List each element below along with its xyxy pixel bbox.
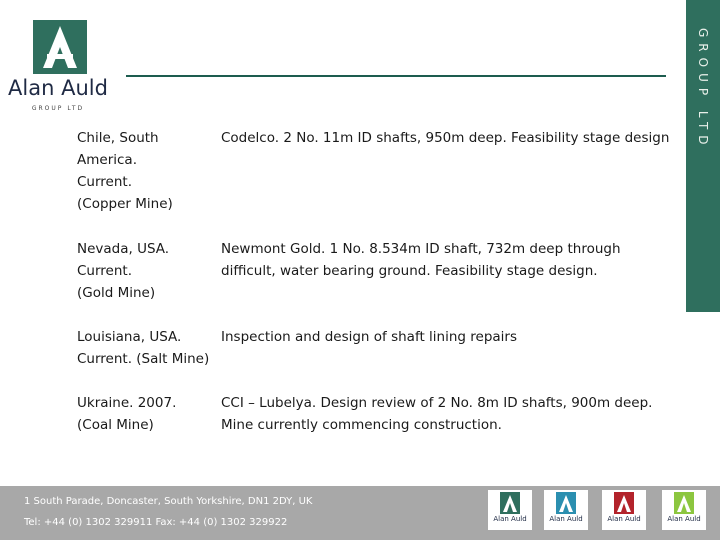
logo-mark-icon <box>674 492 694 514</box>
group-logo-green <box>488 490 532 530</box>
group-logo-lime <box>662 490 706 530</box>
mini-logo-name: Alan Auld <box>493 515 527 523</box>
footer-address: 1 South Parade, Doncaster, South Yorkshire, DN1 2DY, UK <box>24 496 313 507</box>
logo-name: Alan Auld <box>8 76 108 100</box>
project-description: Inspection and design of shaft lining repairs <box>221 329 518 345</box>
group-logo-red <box>602 490 646 530</box>
company-logo <box>6 18 110 118</box>
project-location: Chile, South America. Current. (Copper Mine) <box>77 130 173 212</box>
mini-logo-name: Alan Auld <box>667 515 701 523</box>
group-logo-blue <box>544 490 588 530</box>
project-location: Nevada, USA. Current. (Gold Mine) <box>77 241 170 301</box>
project-description: CCI – Lubelya. Design review of 2 No. 8m ID shafts, 900m deep. Mine currently commencing construction. <box>221 395 653 433</box>
footer <box>0 486 720 540</box>
footer-contact: Tel: +44 (0) 1302 329911 Fax: +44 (0) 1302 329922 <box>24 517 288 528</box>
project-description: Codelco. 2 No. 11m ID shafts, 950m deep. Feasibility stage design <box>221 130 670 146</box>
logo-mark-icon <box>556 492 576 514</box>
header-divider <box>126 75 666 77</box>
logo-mark-icon <box>33 20 87 74</box>
project-description: Newmont Gold. 1 No. 8.534m ID shaft, 732m deep through difficult, water bearing ground. Feasibility stage design. <box>221 241 621 279</box>
side-label: GROUP LTD <box>696 28 710 151</box>
logo-mark-icon <box>614 492 634 514</box>
logo-subtitle: GROUP LTD <box>31 105 85 112</box>
logo-mark-icon <box>500 492 520 514</box>
mini-logo-name: Alan Auld <box>549 515 583 523</box>
project-location: Louisiana, USA. Current. (Salt Mine) <box>77 329 210 367</box>
project-location: Ukraine. 2007. (Coal Mine) <box>77 395 177 433</box>
mini-logo-name: Alan Auld <box>607 515 641 523</box>
